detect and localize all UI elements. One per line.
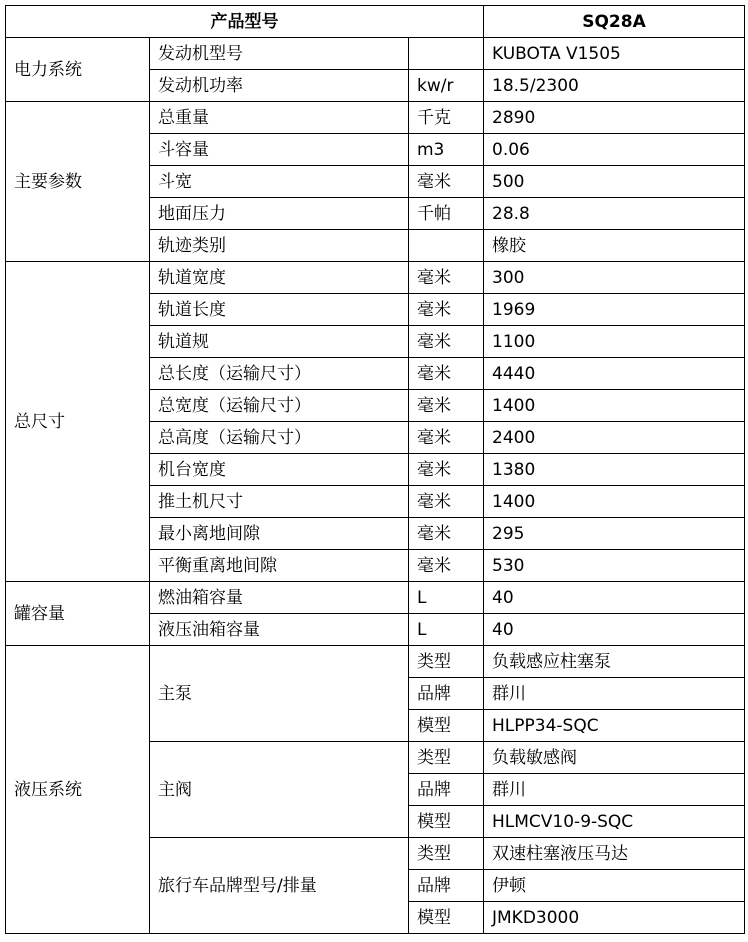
value-cell: 群川 <box>484 774 745 806</box>
unit-cell: L <box>409 582 484 614</box>
category-cell: 罐容量 <box>6 582 150 646</box>
param-cell: 斗宽 <box>150 166 409 198</box>
attr-cell: 模型 <box>409 710 484 742</box>
unit-cell: 千帕 <box>409 198 484 230</box>
param-cell: 发动机功率 <box>150 70 409 102</box>
value-cell: 28.8 <box>484 198 745 230</box>
unit-cell: 毫米 <box>409 262 484 294</box>
unit-cell <box>409 38 484 70</box>
unit-cell: 毫米 <box>409 390 484 422</box>
unit-cell: 毫米 <box>409 326 484 358</box>
param-cell: 轨道长度 <box>150 294 409 326</box>
component-cell: 旅行车品牌型号/排量 <box>150 838 409 934</box>
category-cell: 电力系统 <box>6 38 150 102</box>
attr-cell: 品牌 <box>409 870 484 902</box>
spec-table <box>5 5 745 934</box>
value-cell: 1380 <box>484 454 745 486</box>
param-cell: 平衡重离地间隙 <box>150 550 409 582</box>
spec-table-body <box>6 6 745 934</box>
value-cell: 1400 <box>484 390 745 422</box>
value-cell: 伊顿 <box>484 870 745 902</box>
table-row <box>6 38 745 70</box>
value-cell: 40 <box>484 614 745 646</box>
value-cell: 2890 <box>484 102 745 134</box>
value-cell: 2400 <box>484 422 745 454</box>
header-label: 产品型号 <box>6 6 484 38</box>
unit-cell: m3 <box>409 134 484 166</box>
table-row <box>6 262 745 294</box>
header-model: SQ28A <box>484 6 745 38</box>
param-cell: 燃油箱容量 <box>150 582 409 614</box>
value-cell: 295 <box>484 518 745 550</box>
param-cell: 最小离地间隙 <box>150 518 409 550</box>
value-cell: HLMCV10-9-SQC <box>484 806 745 838</box>
header-row <box>6 6 745 38</box>
value-cell: 530 <box>484 550 745 582</box>
unit-cell: 毫米 <box>409 486 484 518</box>
unit-cell: kw/r <box>409 70 484 102</box>
value-cell: KUBOTA V1505 <box>484 38 745 70</box>
param-cell: 地面压力 <box>150 198 409 230</box>
unit-cell: 毫米 <box>409 454 484 486</box>
param-cell: 总长度（运输尺寸） <box>150 358 409 390</box>
param-cell: 轨迹类别 <box>150 230 409 262</box>
param-cell: 轨道宽度 <box>150 262 409 294</box>
unit-cell: 毫米 <box>409 358 484 390</box>
unit-cell: L <box>409 614 484 646</box>
table-row <box>6 102 745 134</box>
value-cell: 40 <box>484 582 745 614</box>
value-cell: HLPP34-SQC <box>484 710 745 742</box>
component-cell: 主阀 <box>150 742 409 838</box>
value-cell: 双速柱塞液压马达 <box>484 838 745 870</box>
attr-cell: 类型 <box>409 838 484 870</box>
param-cell: 机台宽度 <box>150 454 409 486</box>
attr-cell: 模型 <box>409 806 484 838</box>
unit-cell: 毫米 <box>409 518 484 550</box>
param-cell: 总高度（运输尺寸） <box>150 422 409 454</box>
value-cell: 0.06 <box>484 134 745 166</box>
attr-cell: 品牌 <box>409 678 484 710</box>
value-cell: JMKD3000 <box>484 902 745 934</box>
value-cell: 负载敏感阀 <box>484 742 745 774</box>
param-cell: 发动机型号 <box>150 38 409 70</box>
unit-cell <box>409 230 484 262</box>
param-cell: 轨道规 <box>150 326 409 358</box>
param-cell: 斗容量 <box>150 134 409 166</box>
value-cell: 18.5/2300 <box>484 70 745 102</box>
value-cell: 1100 <box>484 326 745 358</box>
unit-cell: 毫米 <box>409 166 484 198</box>
unit-cell: 毫米 <box>409 550 484 582</box>
value-cell: 群川 <box>484 678 745 710</box>
value-cell: 500 <box>484 166 745 198</box>
unit-cell: 毫米 <box>409 422 484 454</box>
category-cell: 液压系统 <box>6 646 150 934</box>
param-cell: 总重量 <box>150 102 409 134</box>
attr-cell: 类型 <box>409 646 484 678</box>
param-cell: 总宽度（运输尺寸） <box>150 390 409 422</box>
param-cell: 推土机尺寸 <box>150 486 409 518</box>
value-cell: 负载感应柱塞泵 <box>484 646 745 678</box>
attr-cell: 品牌 <box>409 774 484 806</box>
category-cell: 总尺寸 <box>6 262 150 582</box>
value-cell: 4440 <box>484 358 745 390</box>
param-cell: 液压油箱容量 <box>150 614 409 646</box>
component-cell: 主泵 <box>150 646 409 742</box>
table-row <box>6 582 745 614</box>
value-cell: 1969 <box>484 294 745 326</box>
unit-cell: 毫米 <box>409 294 484 326</box>
attr-cell: 模型 <box>409 902 484 934</box>
value-cell: 橡胶 <box>484 230 745 262</box>
unit-cell: 千克 <box>409 102 484 134</box>
value-cell: 300 <box>484 262 745 294</box>
attr-cell: 类型 <box>409 742 484 774</box>
category-cell: 主要参数 <box>6 102 150 262</box>
table-row <box>6 646 745 678</box>
value-cell: 1400 <box>484 486 745 518</box>
